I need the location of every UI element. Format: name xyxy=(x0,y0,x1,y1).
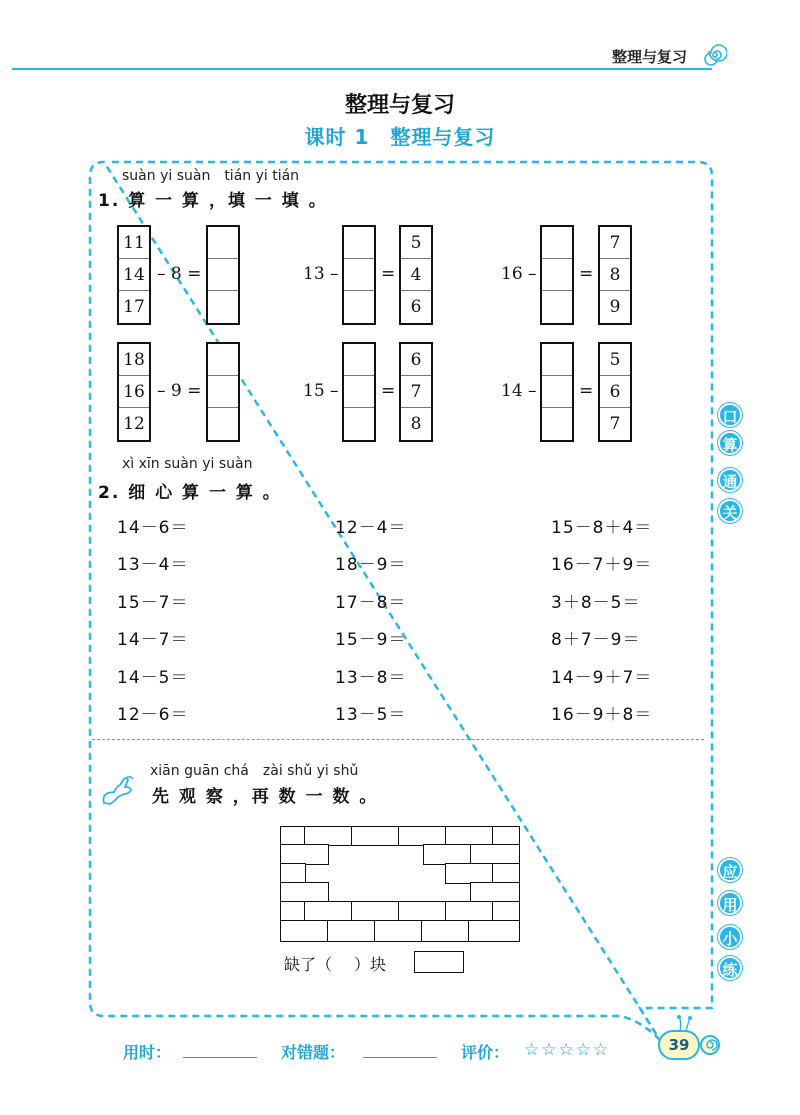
answer-cell[interactable] xyxy=(208,408,238,440)
missing-label-before: 缺了（ xyxy=(284,955,333,974)
equation[interactable]: 3＋8－5＝ xyxy=(551,593,641,613)
lesson-subtitle: 课时 1 整理与复习 xyxy=(304,125,496,149)
brick xyxy=(492,863,520,884)
q1-g3-result-stack xyxy=(598,225,632,325)
answer-cell[interactable] xyxy=(542,344,572,376)
stack-cell: 9 xyxy=(609,297,621,317)
stack-cell: 6 xyxy=(401,344,431,376)
header-label: 整理与复习 xyxy=(612,48,688,66)
answer-cell[interactable] xyxy=(208,376,238,408)
q1-g5-answer-stack xyxy=(342,342,376,442)
brick xyxy=(421,920,470,942)
stack-cell: 4 xyxy=(401,259,431,291)
brick xyxy=(445,863,494,884)
answer-cell[interactable] xyxy=(208,344,238,376)
stack-cell: 11 xyxy=(119,227,149,259)
errors-blank[interactable] xyxy=(363,1057,437,1058)
q1-g4-operator: – 9 = xyxy=(157,381,202,401)
stack-cell: 8 xyxy=(600,259,630,291)
q1-g5-equals: = xyxy=(381,381,396,401)
q1-g6-answer-stack xyxy=(540,342,574,442)
answer-cell[interactable] xyxy=(542,291,572,323)
q1-pinyin: suàn yi suàn tián yi tián xyxy=(122,168,300,184)
answer-cell[interactable] xyxy=(542,408,572,440)
equation[interactable]: 18－9＝ xyxy=(335,555,407,575)
q3-pinyin: xiān guān chá zài shǔ yi shǔ xyxy=(150,763,359,779)
q1-g5-prefix: 15 – xyxy=(303,381,339,401)
brick xyxy=(304,826,353,846)
brick xyxy=(280,826,306,846)
answer-cell[interactable] xyxy=(542,227,572,259)
q1-g1-answer-stack xyxy=(206,225,240,325)
equation[interactable]: 16－9＋8＝ xyxy=(551,705,653,725)
answer-cell[interactable] xyxy=(344,291,374,323)
brick xyxy=(398,901,447,922)
rating-label: 评价： xyxy=(461,1043,510,1062)
brick xyxy=(280,882,329,903)
answer-cell[interactable] xyxy=(542,376,572,408)
brick xyxy=(470,844,520,865)
missing-count-box[interactable] xyxy=(414,951,464,973)
brick xyxy=(398,826,447,846)
brick xyxy=(470,882,520,903)
q2-pinyin: xì xīn suàn yi suàn xyxy=(122,456,253,472)
stack-cell: 14 xyxy=(119,259,149,291)
errors-label: 对错题： xyxy=(281,1043,346,1062)
brick xyxy=(351,826,400,846)
missing-count-prompt xyxy=(284,952,386,975)
brick xyxy=(445,901,494,922)
side-tab-tong[interactable]: 通 xyxy=(718,468,742,492)
equation[interactable]: 14－5＝ xyxy=(117,668,189,688)
page-title: 整理与复习 xyxy=(344,93,455,118)
brick xyxy=(280,920,329,942)
equation[interactable]: 14－9＋7＝ xyxy=(551,668,653,688)
equation[interactable]: 12－6＝ xyxy=(117,705,189,725)
q2-instruction: 2. 细 心 算 一 算 。 xyxy=(98,483,282,503)
rating-stars[interactable]: ☆☆☆☆☆ xyxy=(524,1040,611,1060)
q1-g2-prefix: 13 – xyxy=(303,264,339,284)
q1-g3-prefix: 16 – xyxy=(501,264,537,284)
equation[interactable]: 12－4＝ xyxy=(335,518,407,538)
q1-g2-result-stack xyxy=(399,225,433,325)
answer-cell[interactable] xyxy=(344,344,374,376)
q1-instruction: 1. 算 一 算 ，填 一 填 。 xyxy=(98,191,328,211)
equation[interactable]: 13－4＝ xyxy=(117,555,189,575)
equation[interactable]: 16－7＋9＝ xyxy=(551,555,653,575)
brick xyxy=(445,826,494,846)
brick xyxy=(492,901,520,922)
brick xyxy=(468,920,520,942)
answer-cell[interactable] xyxy=(344,227,374,259)
brick xyxy=(327,920,376,942)
side-tab-lian[interactable]: 练 xyxy=(718,956,742,980)
answer-cell[interactable] xyxy=(542,259,572,291)
q1-g4-answer-stack xyxy=(206,342,240,442)
side-tab-kou[interactable]: 口 xyxy=(718,403,742,427)
section-divider xyxy=(92,739,704,740)
snail-shell-icon xyxy=(700,1030,722,1060)
q1-g6-equals: = xyxy=(579,381,594,401)
stack-cell: 16 xyxy=(119,376,149,408)
pointing-hand-icon xyxy=(100,775,136,809)
answer-cell[interactable] xyxy=(208,259,238,291)
q1-g3-equals: = xyxy=(579,264,594,284)
side-tab-guan[interactable]: 关 xyxy=(718,499,742,523)
equation[interactable]: 8＋7－9＝ xyxy=(551,630,641,650)
brick-wall xyxy=(280,826,520,943)
stack-cell: 7 xyxy=(401,376,431,408)
equation[interactable]: 13－8＝ xyxy=(335,668,407,688)
equation[interactable]: 14－6＝ xyxy=(117,518,189,538)
stack-cell: 8 xyxy=(410,414,422,434)
brick xyxy=(280,844,329,865)
answer-cell[interactable] xyxy=(344,259,374,291)
brick xyxy=(280,901,306,922)
brick xyxy=(351,901,400,922)
side-tab-ying[interactable]: 应 xyxy=(718,858,742,882)
equation[interactable]: 15－8＋4＝ xyxy=(551,518,653,538)
brick xyxy=(304,901,353,922)
stack-cell: 7 xyxy=(609,414,621,434)
side-tab-suan[interactable]: 算 xyxy=(718,431,742,455)
answer-cell[interactable] xyxy=(208,291,238,323)
brick xyxy=(280,863,306,884)
q1-g6-prefix: 14 – xyxy=(501,381,537,401)
q1-g1-operand-stack xyxy=(117,225,151,325)
stack-cell: 6 xyxy=(410,297,422,317)
equation[interactable]: 14－7＝ xyxy=(117,630,189,650)
equation[interactable]: 13－5＝ xyxy=(335,705,407,725)
time-label: 用时： xyxy=(123,1043,172,1062)
stack-cell: 6 xyxy=(600,376,630,408)
side-tab-xiao[interactable]: 小 xyxy=(718,925,742,949)
equation[interactable]: 15－9＝ xyxy=(335,630,407,650)
q1-g4-operand-stack xyxy=(117,342,151,442)
brick xyxy=(492,826,520,846)
equation[interactable]: 15－7＝ xyxy=(117,593,189,613)
q1-g5-result-stack xyxy=(399,342,433,442)
time-blank[interactable] xyxy=(183,1057,257,1058)
q3-instruction: 先 观 察 ，再 数 一 数 。 xyxy=(152,787,379,807)
stack-cell: 5 xyxy=(600,344,630,376)
brick xyxy=(423,844,472,865)
missing-label-after: ）块 xyxy=(354,955,387,974)
q1-g1-operator: – 8 = xyxy=(157,264,202,284)
q1-g2-equals: = xyxy=(381,264,396,284)
stack-cell: 17 xyxy=(123,297,145,317)
q1-g3-answer-stack xyxy=(540,225,574,325)
stack-cell: 12 xyxy=(123,414,145,434)
answer-cell[interactable] xyxy=(208,227,238,259)
q1-g6-result-stack xyxy=(598,342,632,442)
stack-cell: 18 xyxy=(119,344,149,376)
side-tab-yong[interactable]: 用 xyxy=(718,891,742,915)
answer-cell[interactable] xyxy=(344,408,374,440)
brick xyxy=(374,920,423,942)
stack-cell: 5 xyxy=(401,227,431,259)
answer-cell[interactable] xyxy=(344,376,374,408)
stack-cell: 7 xyxy=(600,227,630,259)
equation[interactable]: 17－8＝ xyxy=(335,593,407,613)
page-number-badge: 39 xyxy=(658,1030,700,1060)
q1-g2-answer-stack xyxy=(342,225,376,325)
